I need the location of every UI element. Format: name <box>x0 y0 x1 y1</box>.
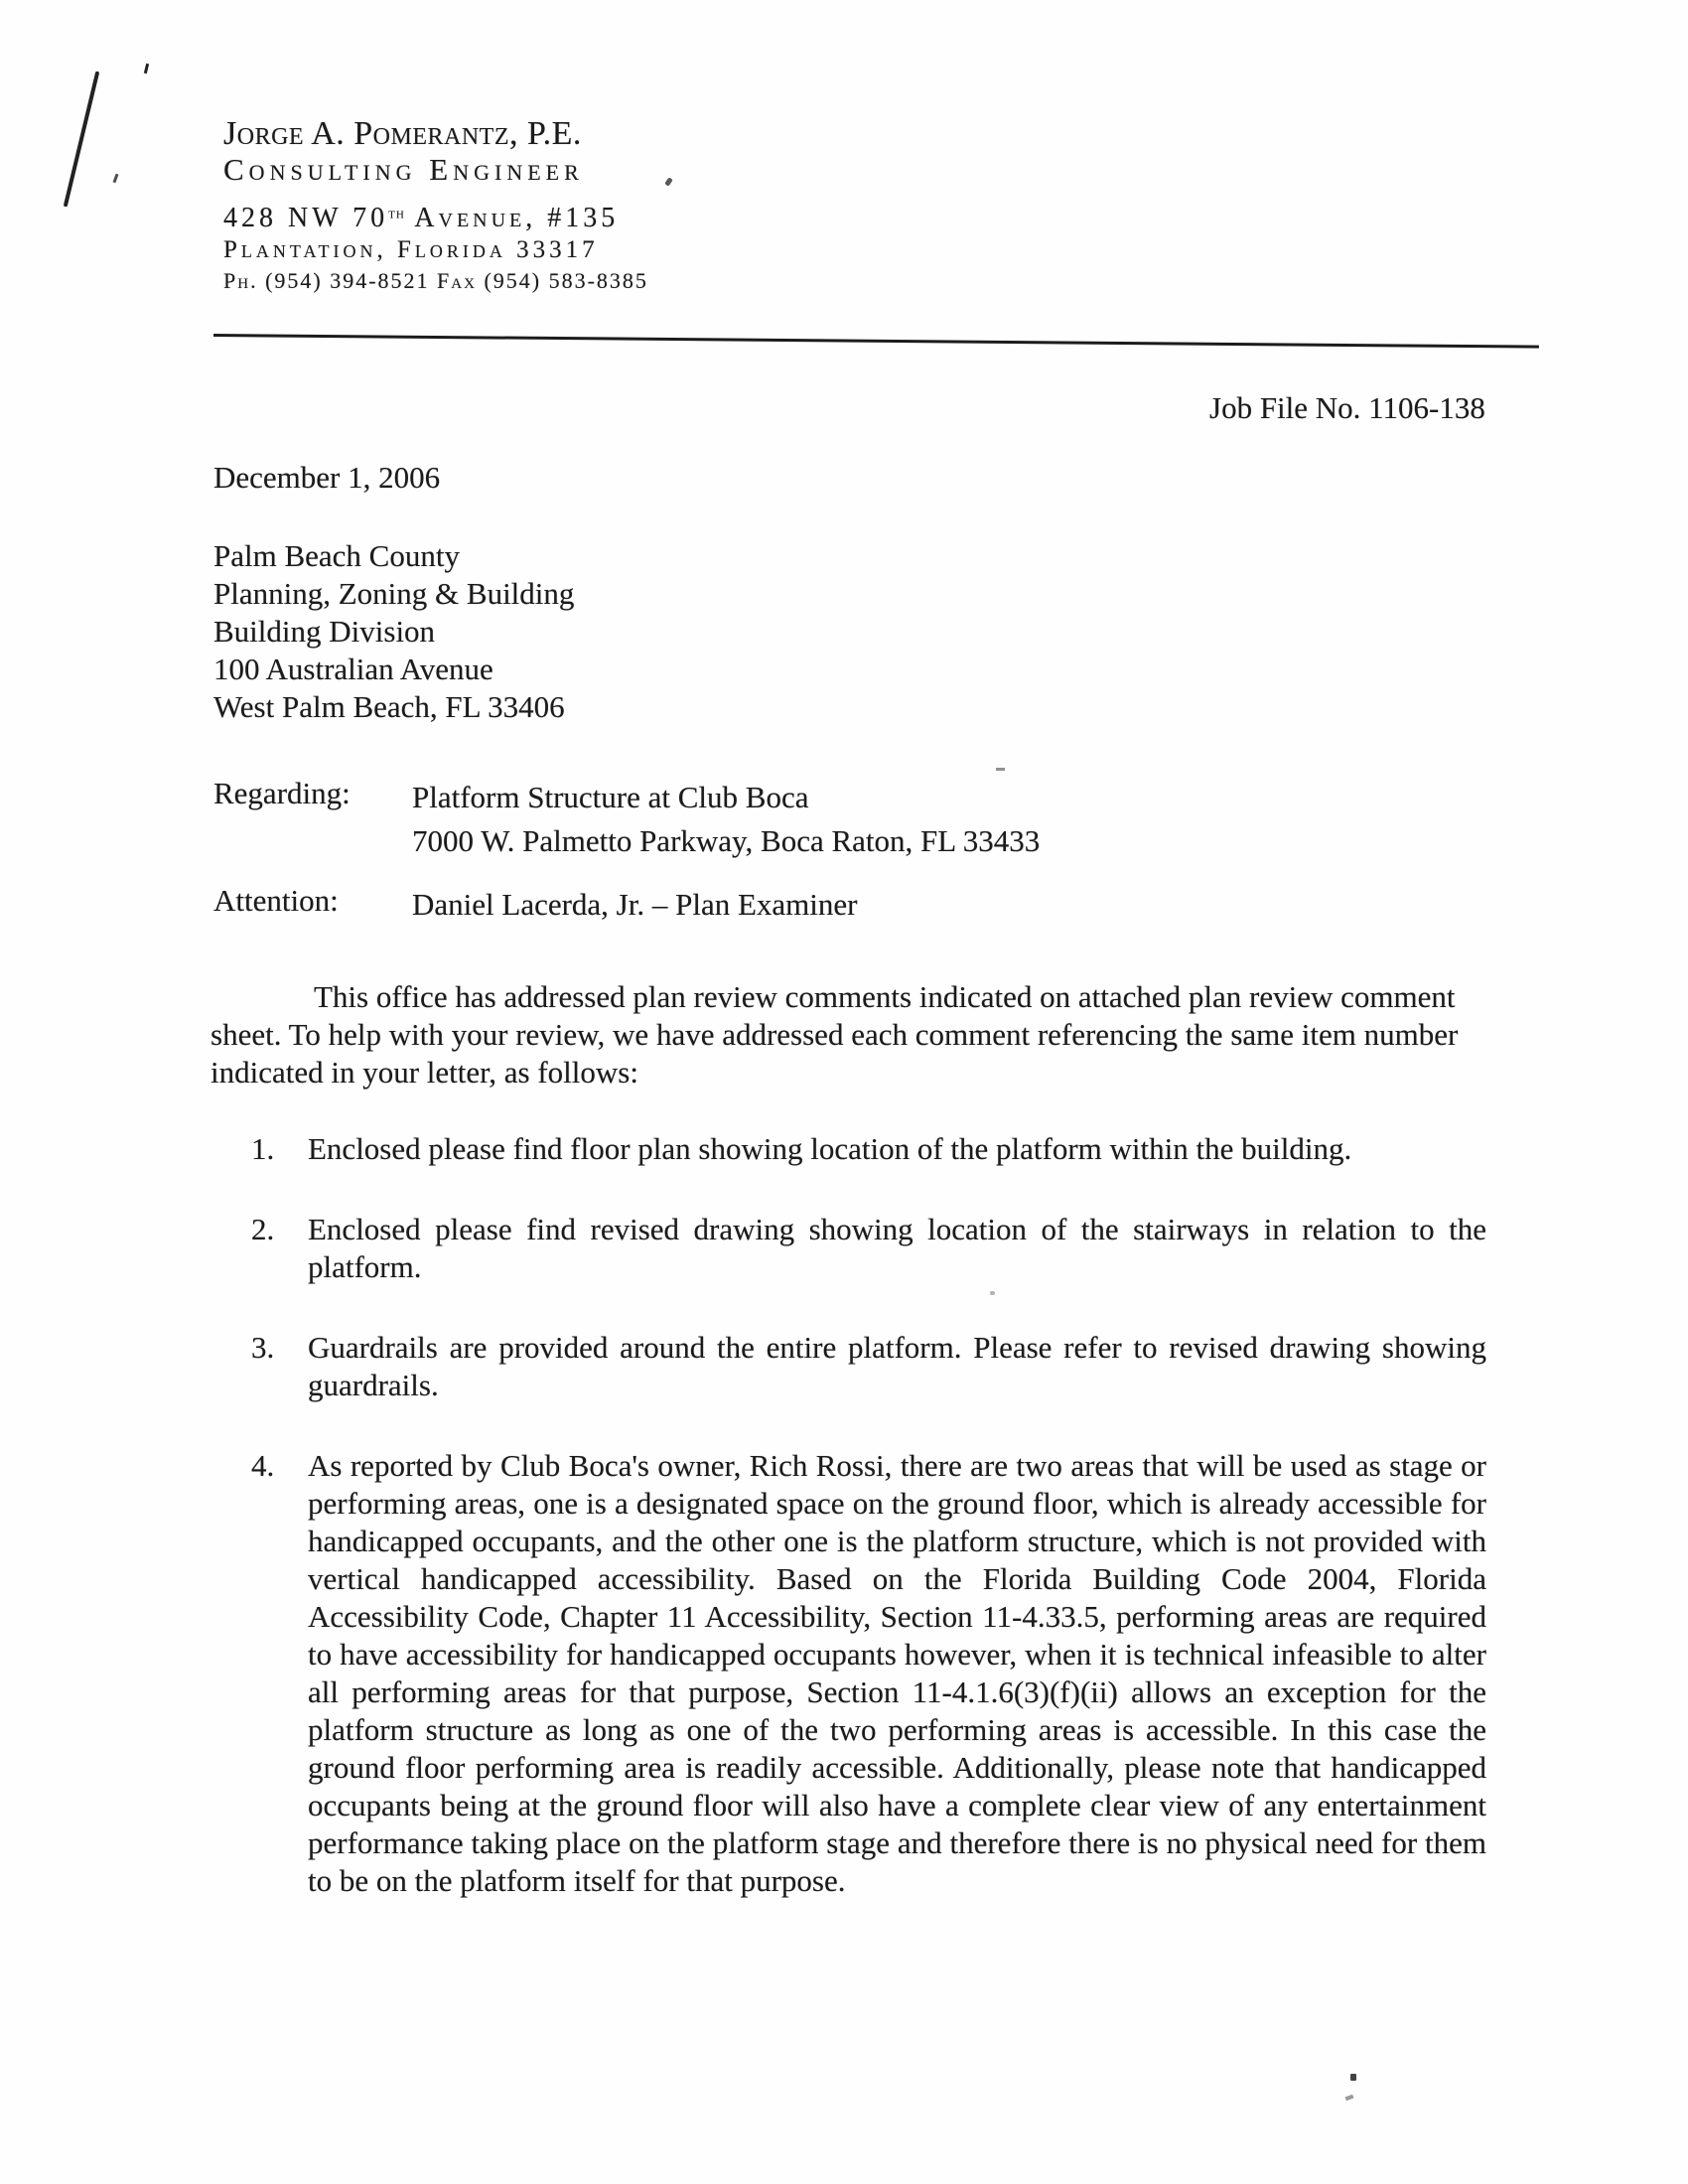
regarding-label: Regarding: <box>213 776 351 810</box>
recipient-address-block <box>213 537 574 726</box>
address-street-number: 428 NW 70 <box>223 203 389 233</box>
attention-row <box>213 883 857 927</box>
recipient-line: Building Division <box>213 614 436 649</box>
list-item-text: Enclosed please find floor plan showing location of the platform within the building. <box>308 1131 1352 1166</box>
ordinal-superscript: th <box>388 204 405 222</box>
letterhead-address-line2: Plantation, Florida 33317 <box>223 236 599 263</box>
ink-speck-artifact <box>664 177 673 186</box>
list-item <box>211 1329 1486 1404</box>
regarding-line: 7000 W. Palmetto Parkway, Boca Raton, FL 33433 <box>412 823 1041 858</box>
letterhead-divider-rule <box>213 334 1539 349</box>
recipient-line: West Palm Beach, FL 33406 <box>213 689 565 724</box>
letterhead-title: Consulting Engineer <box>223 152 584 187</box>
address-street-rest: Avenue, #135 <box>404 203 620 233</box>
letter-body <box>211 978 1486 1900</box>
ink-tick-artifact <box>144 64 149 73</box>
list-item-text: Guardrails are provided around the entire platform. Please refer to revised drawing showing guardrails. <box>308 1330 1486 1402</box>
attention-name: Daniel Lacerda, Jr. – Plan Examiner <box>412 887 858 922</box>
list-item <box>211 1130 1486 1168</box>
intro-paragraph: This office has addressed plan review comments indicated on attached plan review comment sheet. To help with your review, we have addressed each comment referencing the same item number indicated in your letter, as follows: <box>211 979 1459 1090</box>
list-item-text: Enclosed please find revised drawing showing location of the stairways in relation to the platform. <box>308 1212 1486 1284</box>
ink-speck-artifact <box>1345 2095 1354 2101</box>
list-item <box>211 1447 1486 1900</box>
recipient-line: Palm Beach County <box>213 538 460 573</box>
ink-tick-artifact <box>113 174 119 183</box>
numbered-list <box>211 1130 1486 1900</box>
letterhead-name: Jorge A. Pomerantz, P.E. <box>223 115 582 152</box>
list-item-number: 4. <box>251 1448 275 1483</box>
letter-date: December 1, 2006 <box>213 460 441 495</box>
list-item-number: 3. <box>251 1330 275 1365</box>
ink-speck-artifact <box>996 768 1005 771</box>
list-item-number: 1. <box>251 1131 275 1166</box>
regarding-row <box>213 776 1040 863</box>
ink-speck-artifact <box>1350 2074 1356 2081</box>
recipient-line: Planning, Zoning & Building <box>213 576 575 611</box>
letterhead-address-line1 <box>223 203 619 234</box>
attention-value <box>412 883 857 927</box>
recipient-line: 100 Australian Avenue <box>213 652 493 686</box>
list-item-number: 2. <box>251 1212 275 1246</box>
list-item <box>211 1211 1486 1286</box>
pen-stroke-artifact <box>64 71 100 207</box>
letterhead-phone-fax: Ph. (954) 394-8521 Fax (954) 583-8385 <box>223 268 648 293</box>
list-item-text: As reported by Club Boca's owner, Rich Rossi, there are two areas that will be used as stage or performing areas, one is a designated space on the ground floor, which is already accessible for handicapped occupants, and the other one is the platform structure, which is not provided with vertical handicapped accessibility. Based on the Florida Building Code 2004, Florida Accessibility Code, Chapter 11 Accessibility, Section 11-4.33.5, performing areas are required to have accessibility for handicapped occupants however, when it is technical infeasible to alter all performing areas for that purpose, Section 11-4.1.6(3)(f)(ii) allows an exception for the platform structure as long as one of the two performing areas is accessible. In this case the ground floor performing area is readily accessible. Additionally, please note that handicapped occupants being at the ground floor will also have a complete clear view of any entertainment performance taking place on the platform stage and therefore there is no physical need for them to be on the platform itself for that purpose. <box>308 1448 1486 1898</box>
regarding-line: Platform Structure at Club Boca <box>412 780 809 814</box>
attention-label: Attention: <box>213 883 339 918</box>
regarding-value <box>412 776 1040 863</box>
job-file-number: Job File No. 1106-138 <box>1209 390 1485 425</box>
